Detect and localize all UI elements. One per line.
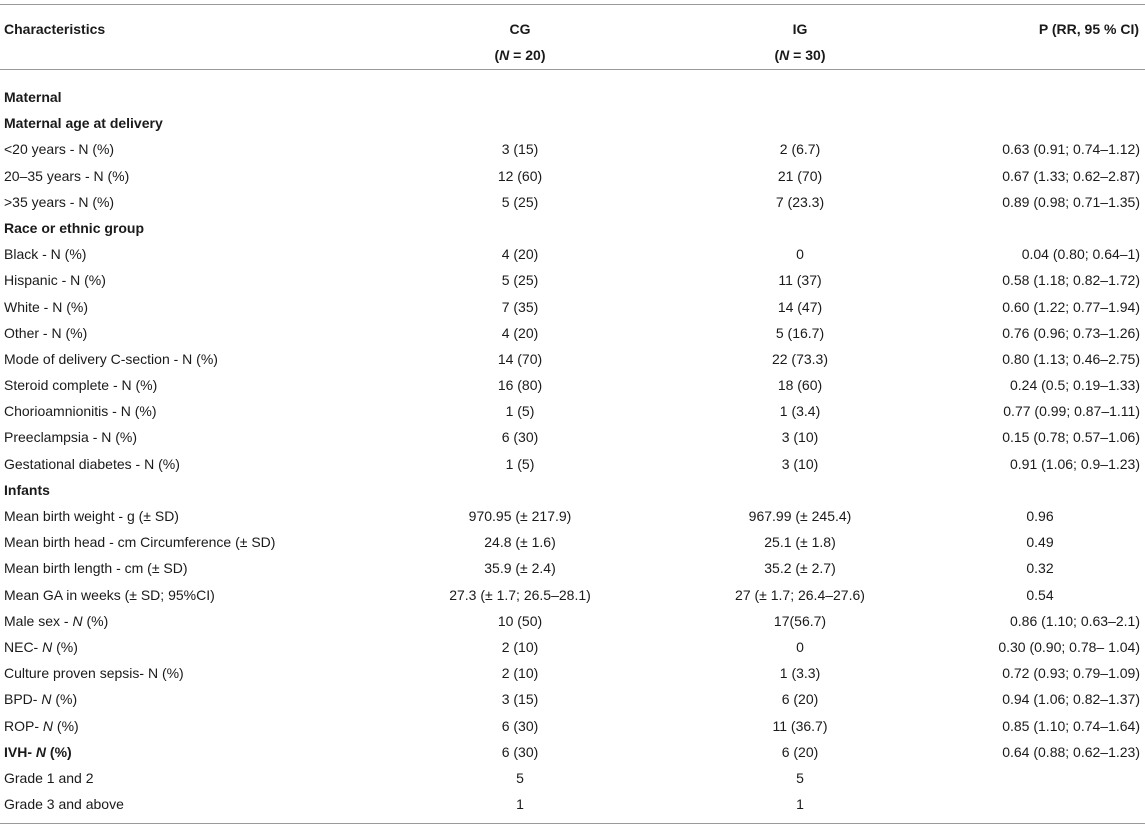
- row-label: NEC- N (%): [4, 638, 78, 655]
- row-label: White - N (%): [4, 298, 88, 315]
- ig-value: 1: [796, 796, 804, 813]
- ig-value: 17(56.7): [773, 612, 827, 629]
- cg-value: 1: [516, 796, 524, 813]
- cg-value: 10 (50): [497, 612, 543, 629]
- section-label: Race or ethnic group: [4, 219, 145, 236]
- p-value: 0.60 (1.22; 0.77–1.94): [1002, 298, 1140, 315]
- row-label: Chorioamnionitis - N (%): [4, 403, 157, 420]
- p-value: 0.63 (0.91; 0.74–1.12): [1002, 141, 1140, 158]
- ig-value: 14 (47): [777, 298, 823, 315]
- ig-value: 27 (± 1.7; 26.4–27.6): [735, 586, 865, 603]
- section-label: Maternal age at delivery: [4, 115, 163, 132]
- ig-value: 1 (3.3): [779, 665, 821, 682]
- p-value: 0.64 (0.88; 0.62–1.23): [1002, 743, 1140, 760]
- cg-value: 12 (60): [497, 167, 543, 184]
- row-label: >35 years - N (%): [4, 193, 115, 210]
- cg-value: 2 (10): [501, 638, 539, 655]
- row-label: Mean birth weight - g (± SD): [4, 508, 179, 524]
- row-label: Mean birth length - cm (± SD): [4, 560, 188, 577]
- table-row: [0, 424, 1145, 450]
- table-row: [0, 320, 1145, 346]
- table-row: [0, 739, 1145, 765]
- cg-value: 6 (30): [501, 717, 539, 734]
- row-label: BPD- N (%): [4, 691, 78, 708]
- header-ig: [689, 16, 911, 68]
- cg-value: 35.9 (± 2.4): [484, 560, 556, 577]
- ig-value: 18 (60): [777, 377, 823, 394]
- table-row: [0, 189, 1145, 215]
- p-value: 0.04 (0.80; 0.64–1): [1021, 246, 1140, 263]
- p-value: 0.77 (0.99; 0.87–1.11): [1003, 403, 1140, 420]
- cg-value: 3 (15): [501, 691, 539, 708]
- section-label: Infants: [4, 481, 50, 498]
- p-value: 0.58 (1.18; 0.82–1.72): [1002, 272, 1140, 289]
- p-value: 0.30 (0.90; 0.78– 1.04): [998, 638, 1140, 655]
- table-row: [0, 608, 1145, 634]
- p-value: 0.54: [1026, 586, 1054, 603]
- table-row: [0, 163, 1145, 189]
- table-row: [0, 765, 1145, 791]
- table-row: [0, 582, 1145, 608]
- p-value: 0.94 (1.06; 0.82–1.37): [1002, 691, 1140, 708]
- cg-value: 4 (20): [501, 246, 539, 263]
- cg-value: 970.95 (± 217.9): [468, 508, 572, 524]
- row-label: Preeclampsia - N (%): [4, 429, 138, 446]
- ig-value: 25.1 (± 1.8): [764, 534, 836, 551]
- table-row: [0, 686, 1145, 712]
- p-value: 0.80 (1.13; 0.46–2.75): [1002, 350, 1140, 367]
- ig-value: 5 (16.7): [775, 324, 825, 341]
- header-cg-title: CG: [509, 21, 531, 37]
- ig-value: 11 (37): [778, 272, 822, 289]
- table-row: [0, 294, 1145, 320]
- row-label: Gestational diabetes - N (%): [4, 455, 180, 472]
- p-value: 0.24 (0.5; 0.19–1.33): [1010, 377, 1140, 394]
- section-heading-row: [0, 215, 1145, 241]
- p-value: 0.49: [1026, 534, 1054, 551]
- table-row: [0, 529, 1145, 555]
- table-row: [0, 267, 1145, 293]
- row-label: Mode of delivery C-section - N (%): [4, 350, 218, 367]
- p-value: 0.85 (1.10; 0.74–1.64): [1002, 717, 1140, 734]
- table-row: [0, 241, 1145, 267]
- row-label: Steroid complete - N (%): [4, 377, 158, 394]
- cg-value: 24.8 (± 1.6): [484, 534, 556, 551]
- ig-value: 1 (3.4): [779, 403, 821, 420]
- row-label: Mean GA in weeks (± SD; 95%CI): [4, 586, 215, 603]
- ig-value: 11 (36.7): [772, 717, 828, 734]
- p-value: 0.72 (0.93; 0.79–1.09): [1002, 665, 1140, 682]
- header-cg-n: (N = 20): [494, 47, 546, 63]
- ig-value: 967.99 (± 245.4): [748, 508, 852, 524]
- cg-value: 6 (30): [501, 743, 539, 760]
- table-row: [0, 634, 1145, 660]
- row-label: Culture proven sepsis- N (%): [4, 665, 184, 682]
- row-label: <20 years - N (%): [4, 141, 115, 158]
- cg-value: 1 (5): [505, 455, 535, 472]
- ig-value: 35.2 (± 2.7): [764, 560, 836, 577]
- characteristics-table: [0, 4, 1145, 824]
- row-label: Black - N (%): [4, 246, 87, 263]
- row-label: ROP- N (%): [4, 717, 79, 734]
- section-label: Maternal: [4, 89, 62, 105]
- table-row: [0, 503, 1145, 529]
- section-heading-row: [0, 477, 1145, 503]
- row-label: Male sex - N (%): [4, 612, 109, 629]
- cg-value: 27.3 (± 1.7; 26.5–28.1): [449, 586, 591, 603]
- cg-value: 14 (70): [497, 350, 543, 367]
- table-body: [0, 70, 1145, 817]
- header-ig-title: IG: [792, 21, 808, 37]
- ig-value: 2 (6.7): [779, 141, 821, 158]
- ig-value: 0: [796, 638, 804, 655]
- cg-value: 3 (15): [501, 141, 539, 158]
- table-row: [0, 791, 1145, 817]
- table-bottom-rule: [0, 823, 1145, 824]
- table-row: [0, 555, 1145, 581]
- row-label: Hispanic - N (%): [4, 272, 106, 289]
- p-value: 0.91 (1.06; 0.9–1.23): [1010, 455, 1140, 472]
- row-label: IVH- N (%): [4, 743, 72, 760]
- p-value: 0.89 (0.98; 0.71–1.35): [1002, 193, 1140, 210]
- cg-value: 7 (35): [501, 298, 539, 315]
- table-row: [0, 372, 1145, 398]
- ig-value: 3 (10): [781, 455, 819, 472]
- ig-value: 5: [796, 769, 804, 786]
- section-heading-row: [0, 110, 1145, 136]
- p-value: 0.67 (1.33; 0.62–2.87): [1002, 167, 1140, 184]
- ig-value: 3 (10): [781, 429, 819, 446]
- p-value: 0.96: [1026, 508, 1054, 524]
- p-value: 0.76 (0.96; 0.73–1.26): [1002, 324, 1140, 341]
- cg-value: 6 (30): [501, 429, 539, 446]
- row-label: Grade 3 and above: [4, 796, 124, 813]
- ig-value: 6 (20): [781, 743, 819, 760]
- ig-value: 0: [796, 246, 804, 263]
- header-p-value: P (RR, 95 % CI): [1038, 21, 1139, 37]
- cg-value: 1 (5): [505, 403, 535, 420]
- ig-value: 21 (70): [777, 167, 823, 184]
- table-row: [0, 660, 1145, 686]
- cg-value: 16 (80): [497, 377, 543, 394]
- cg-value: 2 (10): [501, 665, 539, 682]
- section-heading-row: [0, 84, 1145, 110]
- cg-value: 5 (25): [501, 272, 539, 289]
- header-cg: [409, 16, 631, 68]
- row-label: Grade 1 and 2: [4, 769, 94, 786]
- cg-value: 5: [516, 769, 524, 786]
- header-characteristics: Characteristics: [4, 21, 106, 37]
- row-label: Other - N (%): [4, 324, 88, 341]
- cg-value: 4 (20): [501, 324, 539, 341]
- row-label: Mean birth head - cm Circumference (± SD): [4, 534, 276, 551]
- p-value: 0.32: [1026, 560, 1054, 577]
- header-ig-n: (N = 30): [774, 47, 826, 63]
- table-row: [0, 136, 1145, 162]
- ig-value: 7 (23.3): [775, 193, 825, 210]
- table-row: [0, 451, 1145, 477]
- row-label: 20–35 years - N (%): [4, 167, 130, 184]
- ig-value: 6 (20): [781, 691, 819, 708]
- table-row: [0, 713, 1145, 739]
- ig-value: 22 (73.3): [771, 350, 829, 367]
- cg-value: 5 (25): [501, 193, 539, 210]
- p-value: 0.15 (0.78; 0.57–1.06): [1002, 429, 1140, 446]
- table-row: [0, 398, 1145, 424]
- table-row: [0, 346, 1145, 372]
- table-header: [0, 5, 1145, 70]
- p-value: 0.86 (1.10; 0.63–2.1): [1010, 612, 1140, 629]
